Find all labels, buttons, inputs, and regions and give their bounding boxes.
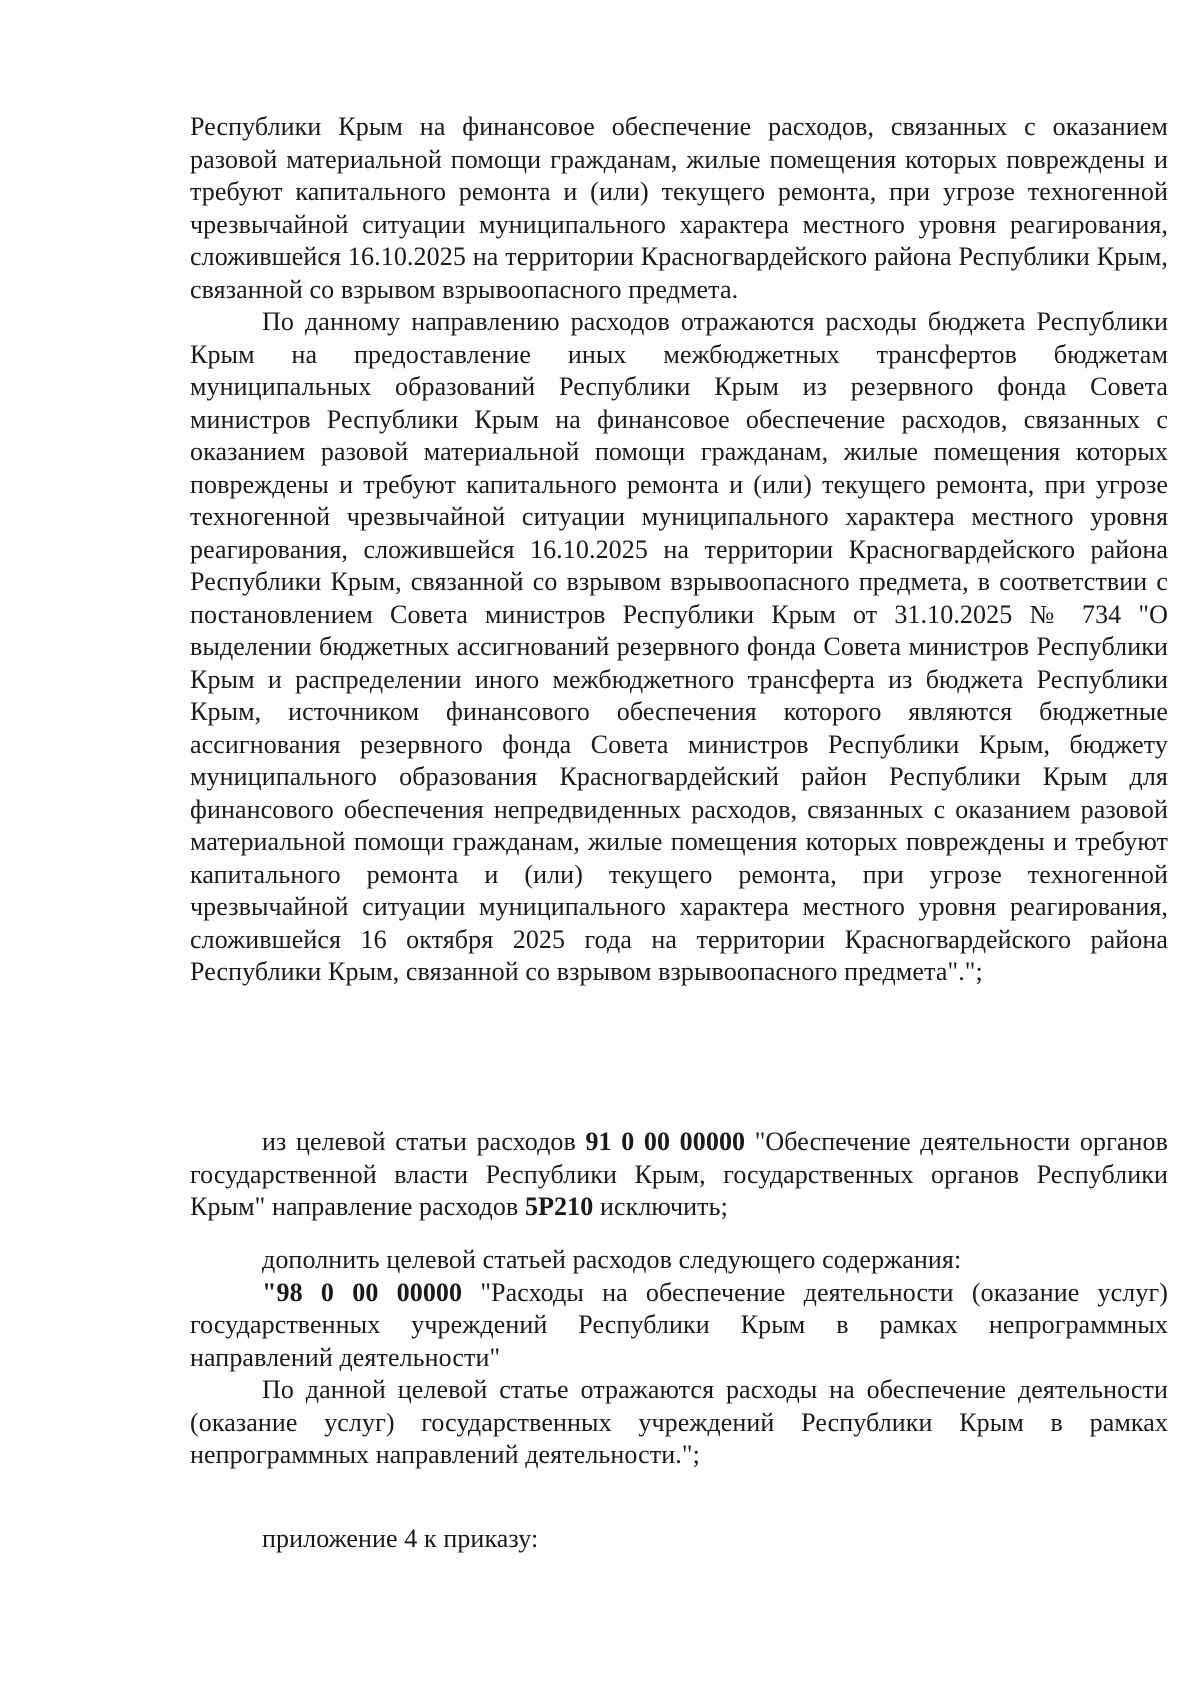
direction-code: 5Р210 xyxy=(524,1192,594,1221)
target-article-code: 91 0 00 00000 xyxy=(585,1127,746,1156)
text-block-exclusion xyxy=(190,1126,1168,1224)
exclusion-prefix: из целевой статьи расходов xyxy=(262,1127,586,1156)
paragraph-appendix-reference: приложение 4 к приказу: xyxy=(262,1524,539,1553)
text-block-continuation xyxy=(190,111,1168,989)
exclusion-middle: "Обеспечение деятельности органов государственной власти Республики Крым, государственных органов Республики Крым" направление расходов xyxy=(190,1127,1168,1221)
paragraph-exclusion xyxy=(190,1126,1168,1224)
new-article-title: "Расходы на обеспечение деятельности (оказание услуг) государственных учреждений Республики Крым в рамках непрограммных направлений деятельности" xyxy=(190,1277,1168,1372)
paragraph-continuation: Республики Крым на финансовое обеспечение расходов, связанных с оказанием разовой материальной помощи гражданам, жилые помещения которых повреждены и требуют капитального ремонта и (или) текущего ремонта, при угрозе техногенной чрезвычайной ситуации муниципального характера местного уровня реагирования, сложившейся 16.10.2025 на территории Красногвардейского района Республики Крым, связанной со взрывом взрывоопасного предмета. xyxy=(190,112,1168,304)
paragraph-addition-intro: дополнить целевой статьей расходов следующего содержания: xyxy=(262,1245,962,1274)
paragraph-new-article-description: По данной целевой статье отражаются расходы на обеспечение деятельности (оказание услуг) государственных учреждений Республики Крым в рамках непрограммных направлений деятельности."; xyxy=(190,1375,1168,1469)
exclusion-suffix: исключить; xyxy=(593,1192,728,1221)
text-block-addition xyxy=(190,1244,1168,1472)
new-article-code xyxy=(262,1278,462,1307)
paragraph-new-article xyxy=(190,1277,1168,1375)
paragraph-direction-description: По данному направлению расходов отражаются расходы бюджета Республики Крым на предоставление иных межбюджетных трансфертов бюджетам муниципальных образований Республики Крым из резервного фонда Совета министров Республики Крым на финансовое обеспечение расходов, связанных с оказанием разовой материальной помощи гражданам, жилые помещения которых повреждены и требуют капитального ремонта и (или) текущего ремонта, при угрозе техногенной чрезвычайной ситуации муниципального характера местного уровня реагирования, сложившейся 16.10.2025 на территории Красногвардейского района Республики Крым, связанной со взрывом взрывоопасного предмета, в соответствии с постановлением Совета министров Республики Крым от 31.10.2025 № 734 "О выделении бюджетных ассигнований резервного фонда Совета министров Республики Крым и распределении иного межбюджетного трансферта из бюджета Республики Крым, источником финансового обеспечения которого являются бюджетные ассигнования резервного фонда Совета министров Республики Крым, бюджету муниципального образования Красногвардейский район Республики Крым для финансового обеспечения непредвиденных расходов, связанных с оказанием разовой материальной помощи гражданам, жилые помещения которых повреждены и требуют капитального ремонта и (или) текущего ремонта, при угрозе техногенной чрезвычайной ситуации муниципального характера местного уровня реагирования, сложившейся 16 октября 2025 года на территории Красногвардейского района Республики Крым, связанной со взрывом взрывоопасного предмета"."; xyxy=(190,307,1168,986)
text-block-appendix xyxy=(190,1523,1168,1556)
new-article-code-value: 98 0 00 00000 xyxy=(276,1277,463,1307)
new-article-open-quote: " xyxy=(262,1277,277,1307)
